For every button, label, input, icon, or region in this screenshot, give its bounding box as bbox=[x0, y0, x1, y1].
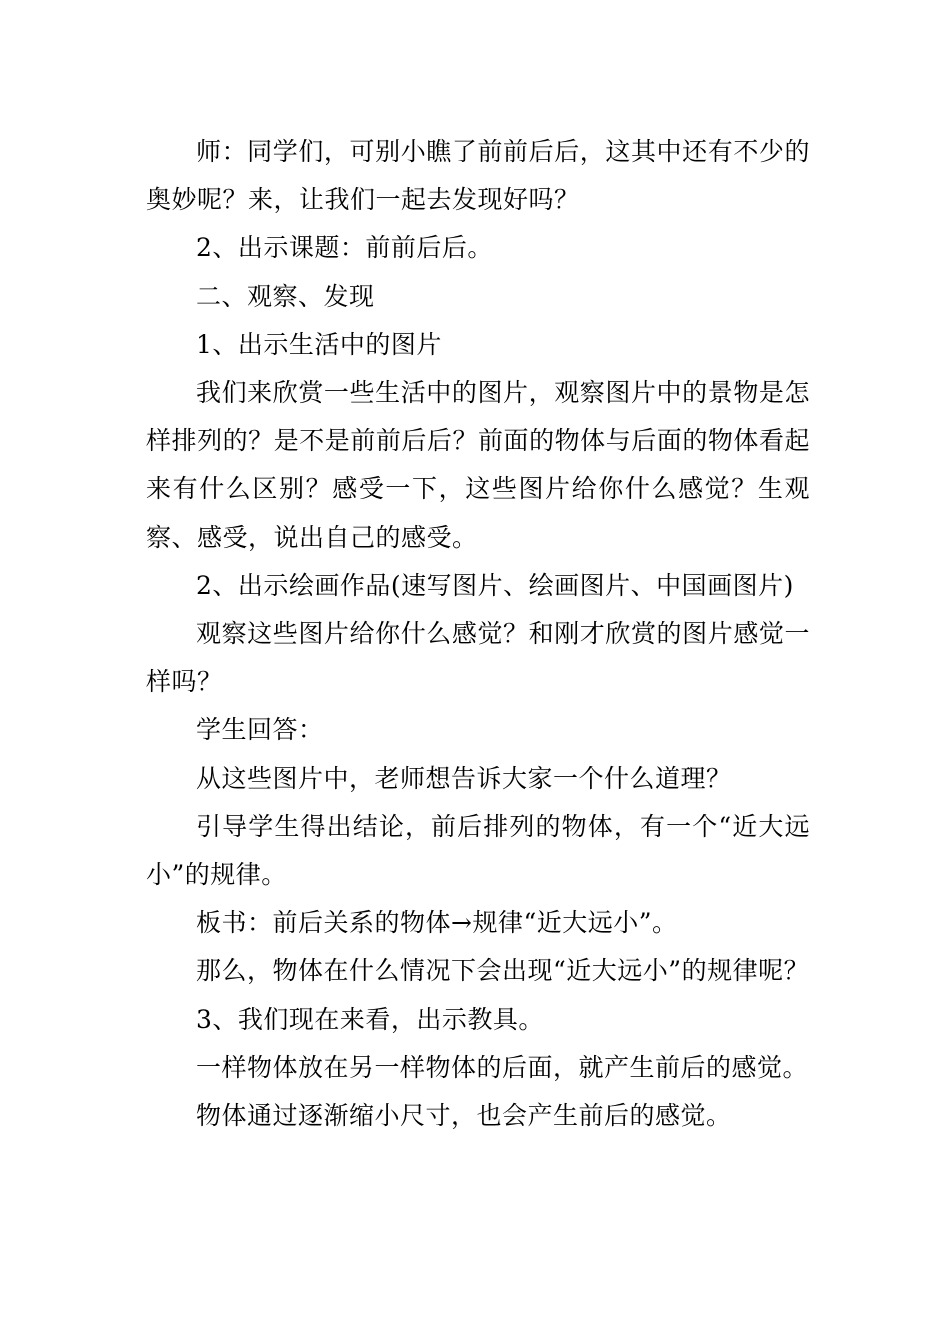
paragraph-teacher-intro: 师：同学们，可别小瞧了前前后后，这其中还有不少的奥妙呢？来，让我们一起去发现好吗？ bbox=[146, 137, 810, 215]
paragraph-show-artworks: 2、出示绘画作品(速写图片、绘画图片、中国画图片) bbox=[196, 570, 794, 600]
paragraph-appreciate-pictures: 我们来欣赏一些生活中的图片，观察图片中的景物是怎样排列的？是不是前前后后？前面的物体与后面的物体看起来有什么区别？感受一下，这些图片给你什么感觉？生观察、感受，说出自己的感受。 bbox=[146, 378, 810, 552]
paragraph-conclusion: 引导学生得出结论，前后排列的物体，有一个“近大远小”的规律。 bbox=[146, 811, 810, 890]
paragraph-show-life-pictures: 1、出示生活中的图片 bbox=[196, 329, 442, 359]
paragraph-blackboard: 板书：前后关系的物体→规律“近大远小”。 bbox=[196, 908, 678, 938]
paragraph-teacher-question: 从这些图片中，老师想告诉大家一个什么道理？ bbox=[196, 763, 732, 793]
paragraph-show-topic: 2、出示课题：前前后后。 bbox=[196, 233, 493, 263]
paragraph-student-answer: 学生回答： bbox=[196, 715, 324, 745]
paragraph-behind-object: 一样物体放在另一样物体的后面，就产生前后的感觉。 bbox=[196, 1052, 809, 1082]
paragraph-when-question: 那么，物体在什么情况下会出现“近大远小”的规律呢？ bbox=[196, 956, 810, 986]
paragraph-observe-feeling: 观察这些图片给你什么感觉？和刚才欣赏的图片感觉一样吗？ bbox=[146, 619, 810, 697]
document-body bbox=[146, 128, 810, 1140]
section-heading-observe: 二、观察、发现 bbox=[196, 281, 375, 311]
paragraph-shrinking-size: 物体通过逐渐缩小尺寸，也会产生前后的感觉。 bbox=[196, 1101, 732, 1131]
paragraph-show-teaching-aid: 3、我们现在来看，出示教具。 bbox=[196, 1004, 544, 1034]
